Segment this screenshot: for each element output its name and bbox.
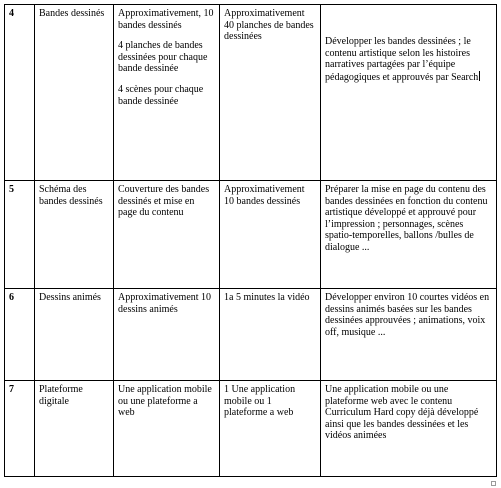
- quantity-cell: [114, 289, 220, 381]
- description-cell: Une application mobile ou une plateforme web avec le contenu Curriculum Hard copy déjà développé ainsi que les bandes dessinées et les vidéos animées: [321, 381, 497, 477]
- deliverable-name: Bandes dessinés: [35, 5, 114, 181]
- description-cell: Préparer la mise en page du contenu des bandes dessinées en fonction du contenu artistique développé et approuvé pour l’impression ; personnages, scènes spatio-temporelles, ballons /bulles de dialogue ...: [321, 181, 497, 289]
- description-cell: Développer environ 10 courtes vidéos en dessins animés basées sur les bandes dessinées approuvées ; animations, voix off, musique ...: [321, 289, 497, 381]
- table-resize-handle[interactable]: [491, 481, 496, 486]
- table-row: [5, 381, 497, 477]
- quantity-cell: [114, 5, 220, 181]
- quantity-cell: [114, 381, 220, 477]
- volume-cell: 1a 5 minutes la vidéo: [220, 289, 321, 381]
- description-text: Développer les bandes dessinées ; le contenu artistique selon les histoires narratives partagées par l’équipe pédagogiques et approuvés par Search: [325, 36, 479, 83]
- volume-cell: 1 Une application mobile ou 1 plateforme a web: [220, 381, 321, 477]
- quantity-line: Approximativement 10 dessins animés: [118, 292, 212, 315]
- volume-cell: Approximativement 10 bandes dessinés: [220, 181, 321, 289]
- row-number: 6: [5, 289, 35, 381]
- quantity-cell: [114, 181, 220, 289]
- text-cursor: [479, 71, 480, 81]
- deliverable-name: Plateforme digitale: [35, 381, 114, 477]
- deliverables-table: [4, 4, 497, 477]
- row-number: 4: [5, 5, 35, 181]
- quantity-line: 4 scènes pour chaque bande dessinée: [118, 83, 204, 107]
- row-number: 5: [5, 181, 35, 289]
- row-number: 7: [5, 381, 35, 477]
- volume-cell: Approximativement 40 planches de bandes dessinées: [220, 5, 321, 181]
- deliverable-name: Dessins animés: [35, 289, 114, 381]
- quantity-line: Couverture des bandes dessinés et mise en page du contenu: [118, 184, 210, 219]
- quantity-line: Approximativement, 10 bandes dessinés: [118, 8, 214, 31]
- table-row: [5, 181, 497, 289]
- description-cell[interactable]: [321, 5, 497, 181]
- table-row: [5, 5, 497, 181]
- quantity-line: 4 planches de bandes dessinées pour chaque bande dessinée: [118, 40, 208, 75]
- deliverable-name: Schéma des bandes dessinés: [35, 181, 114, 289]
- quantity-line: Une application mobile ou une plateforme a web: [118, 384, 212, 419]
- table-row: [5, 289, 497, 381]
